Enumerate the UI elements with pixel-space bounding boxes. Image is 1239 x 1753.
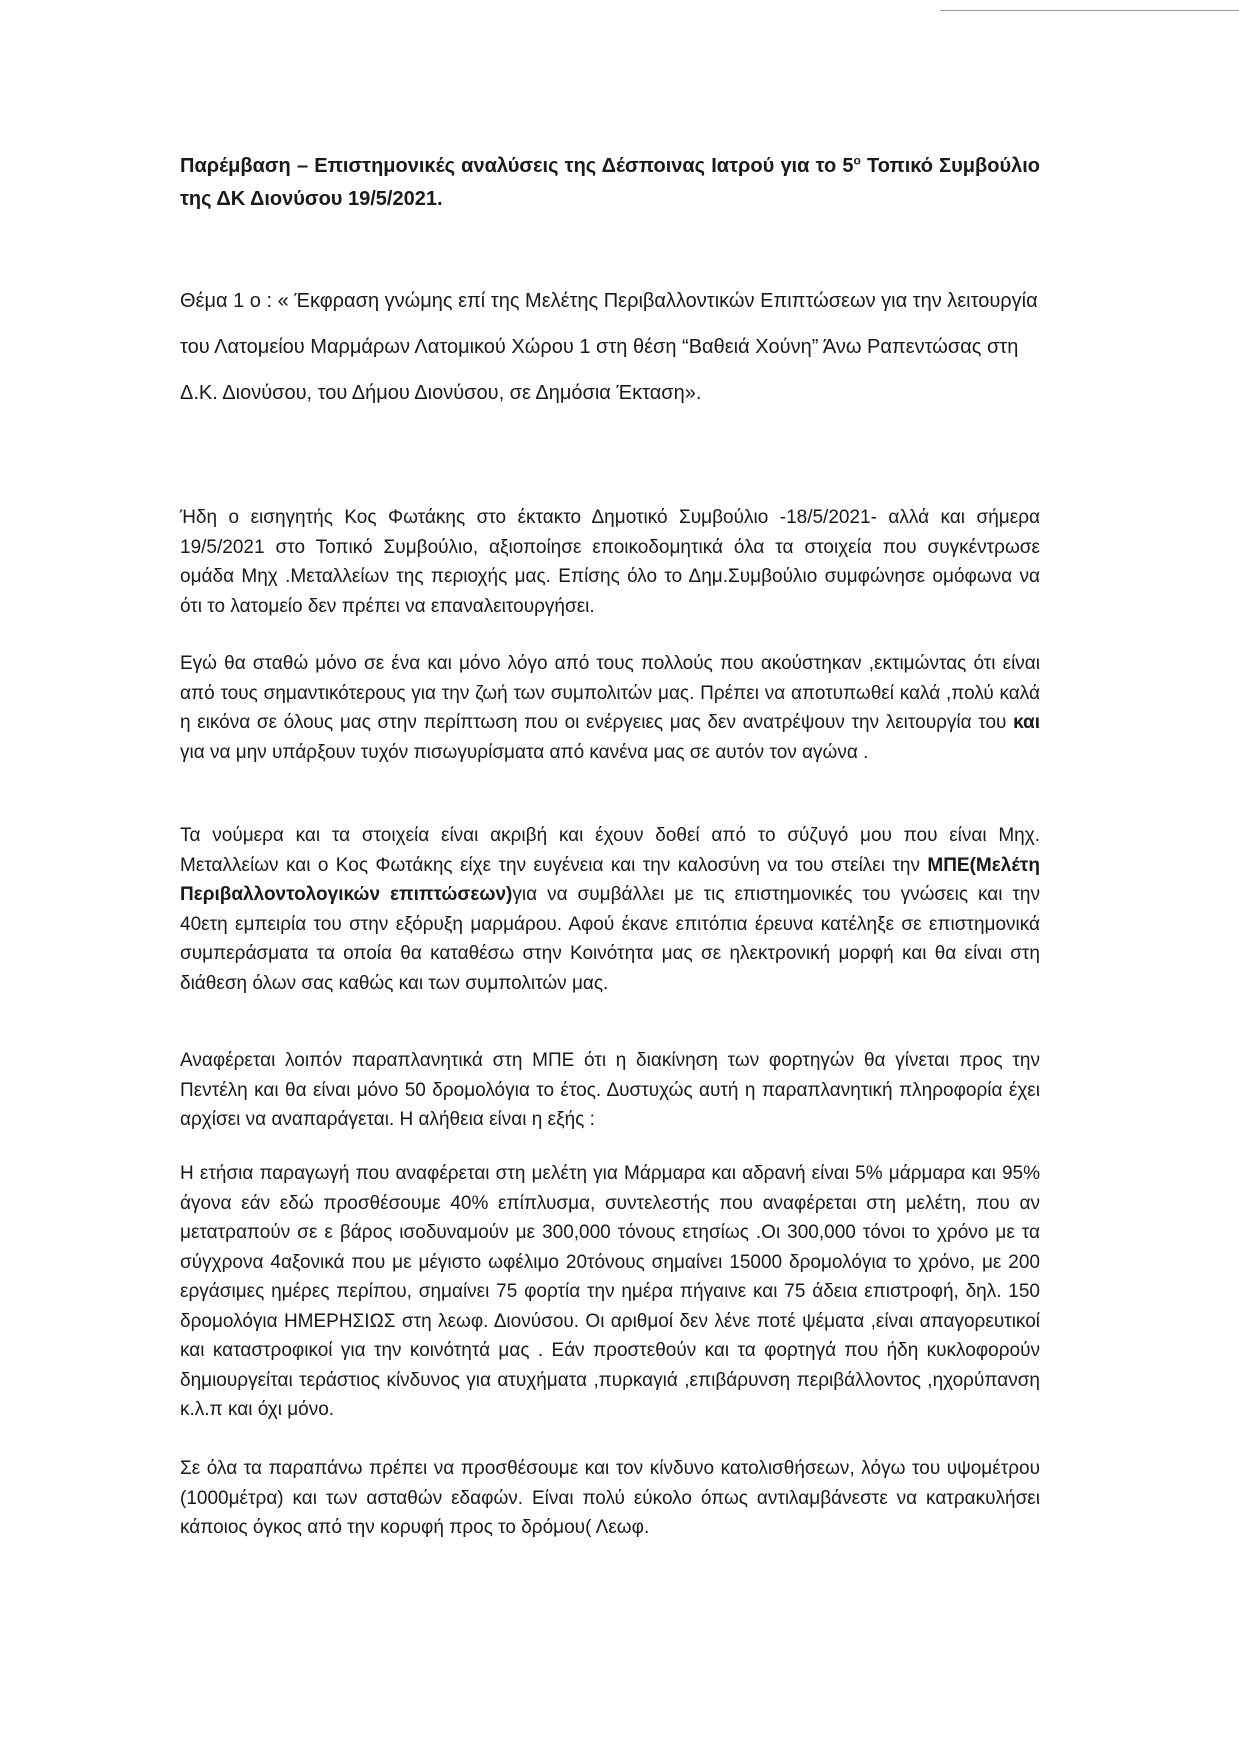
title-text-start: Παρέμβαση – Επιστημονικές αναλύσεις της Δέσποινας Ιατρού για το 5 (180, 155, 854, 177)
paragraph-production-figures: Η ετήσια παραγωγή που αναφέρεται στη μελέτη για Μάρμαρα και αδρανή είναι 5% μάρμαρα και 95% άγονα εάν εδώ προσθέσουμε 40% επίπλυσμα, συντελεστής που αναφέρεται στη μελέτη, που αν μετατραπούν σε ε βάρος ισοδυναμούν με 300,000 τόνους ετησίως .Οι 300,000 τόνοι το χρόνο με τα σύγχρονα 4αξονικά που με μέγιστο ωφέλιμο 20τόνους σημαίνει 15000 δρομολόγια το χρόνο, με 200 εργάσιμες ημέρες περίπου, σημαίνει 75 φορτία την ημέρα πήγαινε και 75 άδεια επιστροφή, δηλ. 150 δρομολόγια ΗΜΕΡΗΣΙΩΣ στη λεωφ. Διονύσου. Οι αριθμοί δεν λένε ποτέ ψέματα ,είναι απαγορευτικοί και καταστροφικοί για την κοινότητά μας . Εάν προστεθούν και τα φορτηγά που ήδη κυκλοφορούν δημιουργείται τεράστιος κίνδυνος για ατυχήματα ,πυρκαγιά ,επιβάρυνση περιβάλλοντος ,ηχορύπανση κ.λ.π και όχι μόνο. (180, 1163, 1040, 1420)
document-title (180, 150, 1040, 216)
top-edge-rule (940, 10, 1239, 11)
paragraph-focus (180, 649, 1040, 767)
paragraph-data-source (180, 821, 1040, 998)
paragraph-landslide-risk: Σε όλα τα παραπάνω πρέπει να προσθέσουμε και τον κίνδυνο κατολισθήσεων, λόγω του υψομέτρου (1000μέτρα) και των ασταθών εδαφών. Είναι πολύ εύκολο όπως αντιλαμβάνεστε να κατρακυλήσει κάποιος όγκος από την κορυφή προς το δρόμου( Λεωφ. (180, 1458, 1040, 1538)
paragraph-introduction: Ήδη ο εισηγητής Κος Φωτάκης στο έκτακτο Δημοτικό Συμβούλιο -18/5/2021- αλλά και σήμερα 19/5/2021 στο Τοπικό Συμβούλιο, αξιοποίησε εποικοδομητικά όλα τα στοιχεία που συγκέντρωσε ομάδα Μηχ .Μεταλλείων της περιοχής μας. Επίσης όλο το Δημ.Συμβούλιο συμφώνησε ομόφωνα να ότι το λατομείο δεν πρέπει να επαναλειτουργήσει. (180, 507, 1040, 617)
paragraph-data-source-bold: ΜΠΕ(Μελέτη Περιβαλλοντολογικών επιπτώσεων) (180, 854, 1040, 905)
paragraph-focus-bold: και (1013, 712, 1040, 733)
subject-line: Θέμα 1 ο : « Έκφραση γνώμης επί της Μελέτης Περιβαλλοντικών Επιπτώσεων για την λειτουργία του Λατομείου Μαρμάρων Λατομικού Χώρου 1 στη θέση “Βαθειά Χούνη” Άνω Ραπεντώσας στη Δ.Κ. Διονύσου, του Δήμου Διονύσου, σε Δημόσια Έκταση». (180, 290, 1038, 404)
title-superscript: ο (853, 153, 861, 168)
paragraph-focus-text-b: για να μην υπάρξουν τυχόν πισωγυρίσματα από κανένα μας σε αυτόν τον αγώνα . (180, 741, 869, 763)
paragraph-data-source-text-a: Τα νούμερα και τα στοιχεία είναι ακριβή και έχουν δοθεί από το σύζυγό μου που είναι Μηχ. Μεταλλείων και ο Κος Φωτάκης είχε την ευγένεια και την καλοσύνη να του στείλει την (180, 825, 1040, 876)
title-text-end: Τοπικό Συμβούλιο της ΔΚ Διονύσου 19/5/2021. (180, 155, 1040, 210)
paragraph-focus-text-a: Εγώ θα σταθώ μόνο σε ένα και μόνο λόγο από τους πολλούς που ακούστηκαν ,εκτιμώντας ότι είναι από τους σημαντικότερους για την ζωή των συμπολιτών μας. Πρέπει να αποτυπωθεί καλά ,πολύ καλά η εικόνα σε όλους μας στην περίπτωση που οι ενέργειες μας δεν ανατρέψουν την λειτουργία του (180, 653, 1040, 733)
paragraph-data-source-text-b: για να συμβάλλει με τις επιστημονικές του γνώσεις και την 40ετη εμπειρία του στην εξόρυξη μαρμάρου. Αφού έκανε επιτόπια έρευνα κατέληξε σε επιστημονικά συμπεράσματα τα οποία θα καταθέσω στην Κοινότητα μας σε ηλεκτρονική μορφή και θα είναι στη διάθεση όλων σας καθώς και των συμπολιτών μας. (180, 884, 1040, 994)
paragraph-misleading-claim: Αναφέρεται λοιπόν παραπλανητικά στη ΜΠΕ ότι η διακίνηση των φορτηγών θα γίνεται προς την Πεντέλη και θα είναι μόνο 50 δρομολόγια το έτος. Δυστυχώς αυτή η παραπλανητική πληροφορία έχει αρχίσει να αναπαράγεται. Η αλήθεια είναι η εξής : (180, 1050, 1040, 1130)
